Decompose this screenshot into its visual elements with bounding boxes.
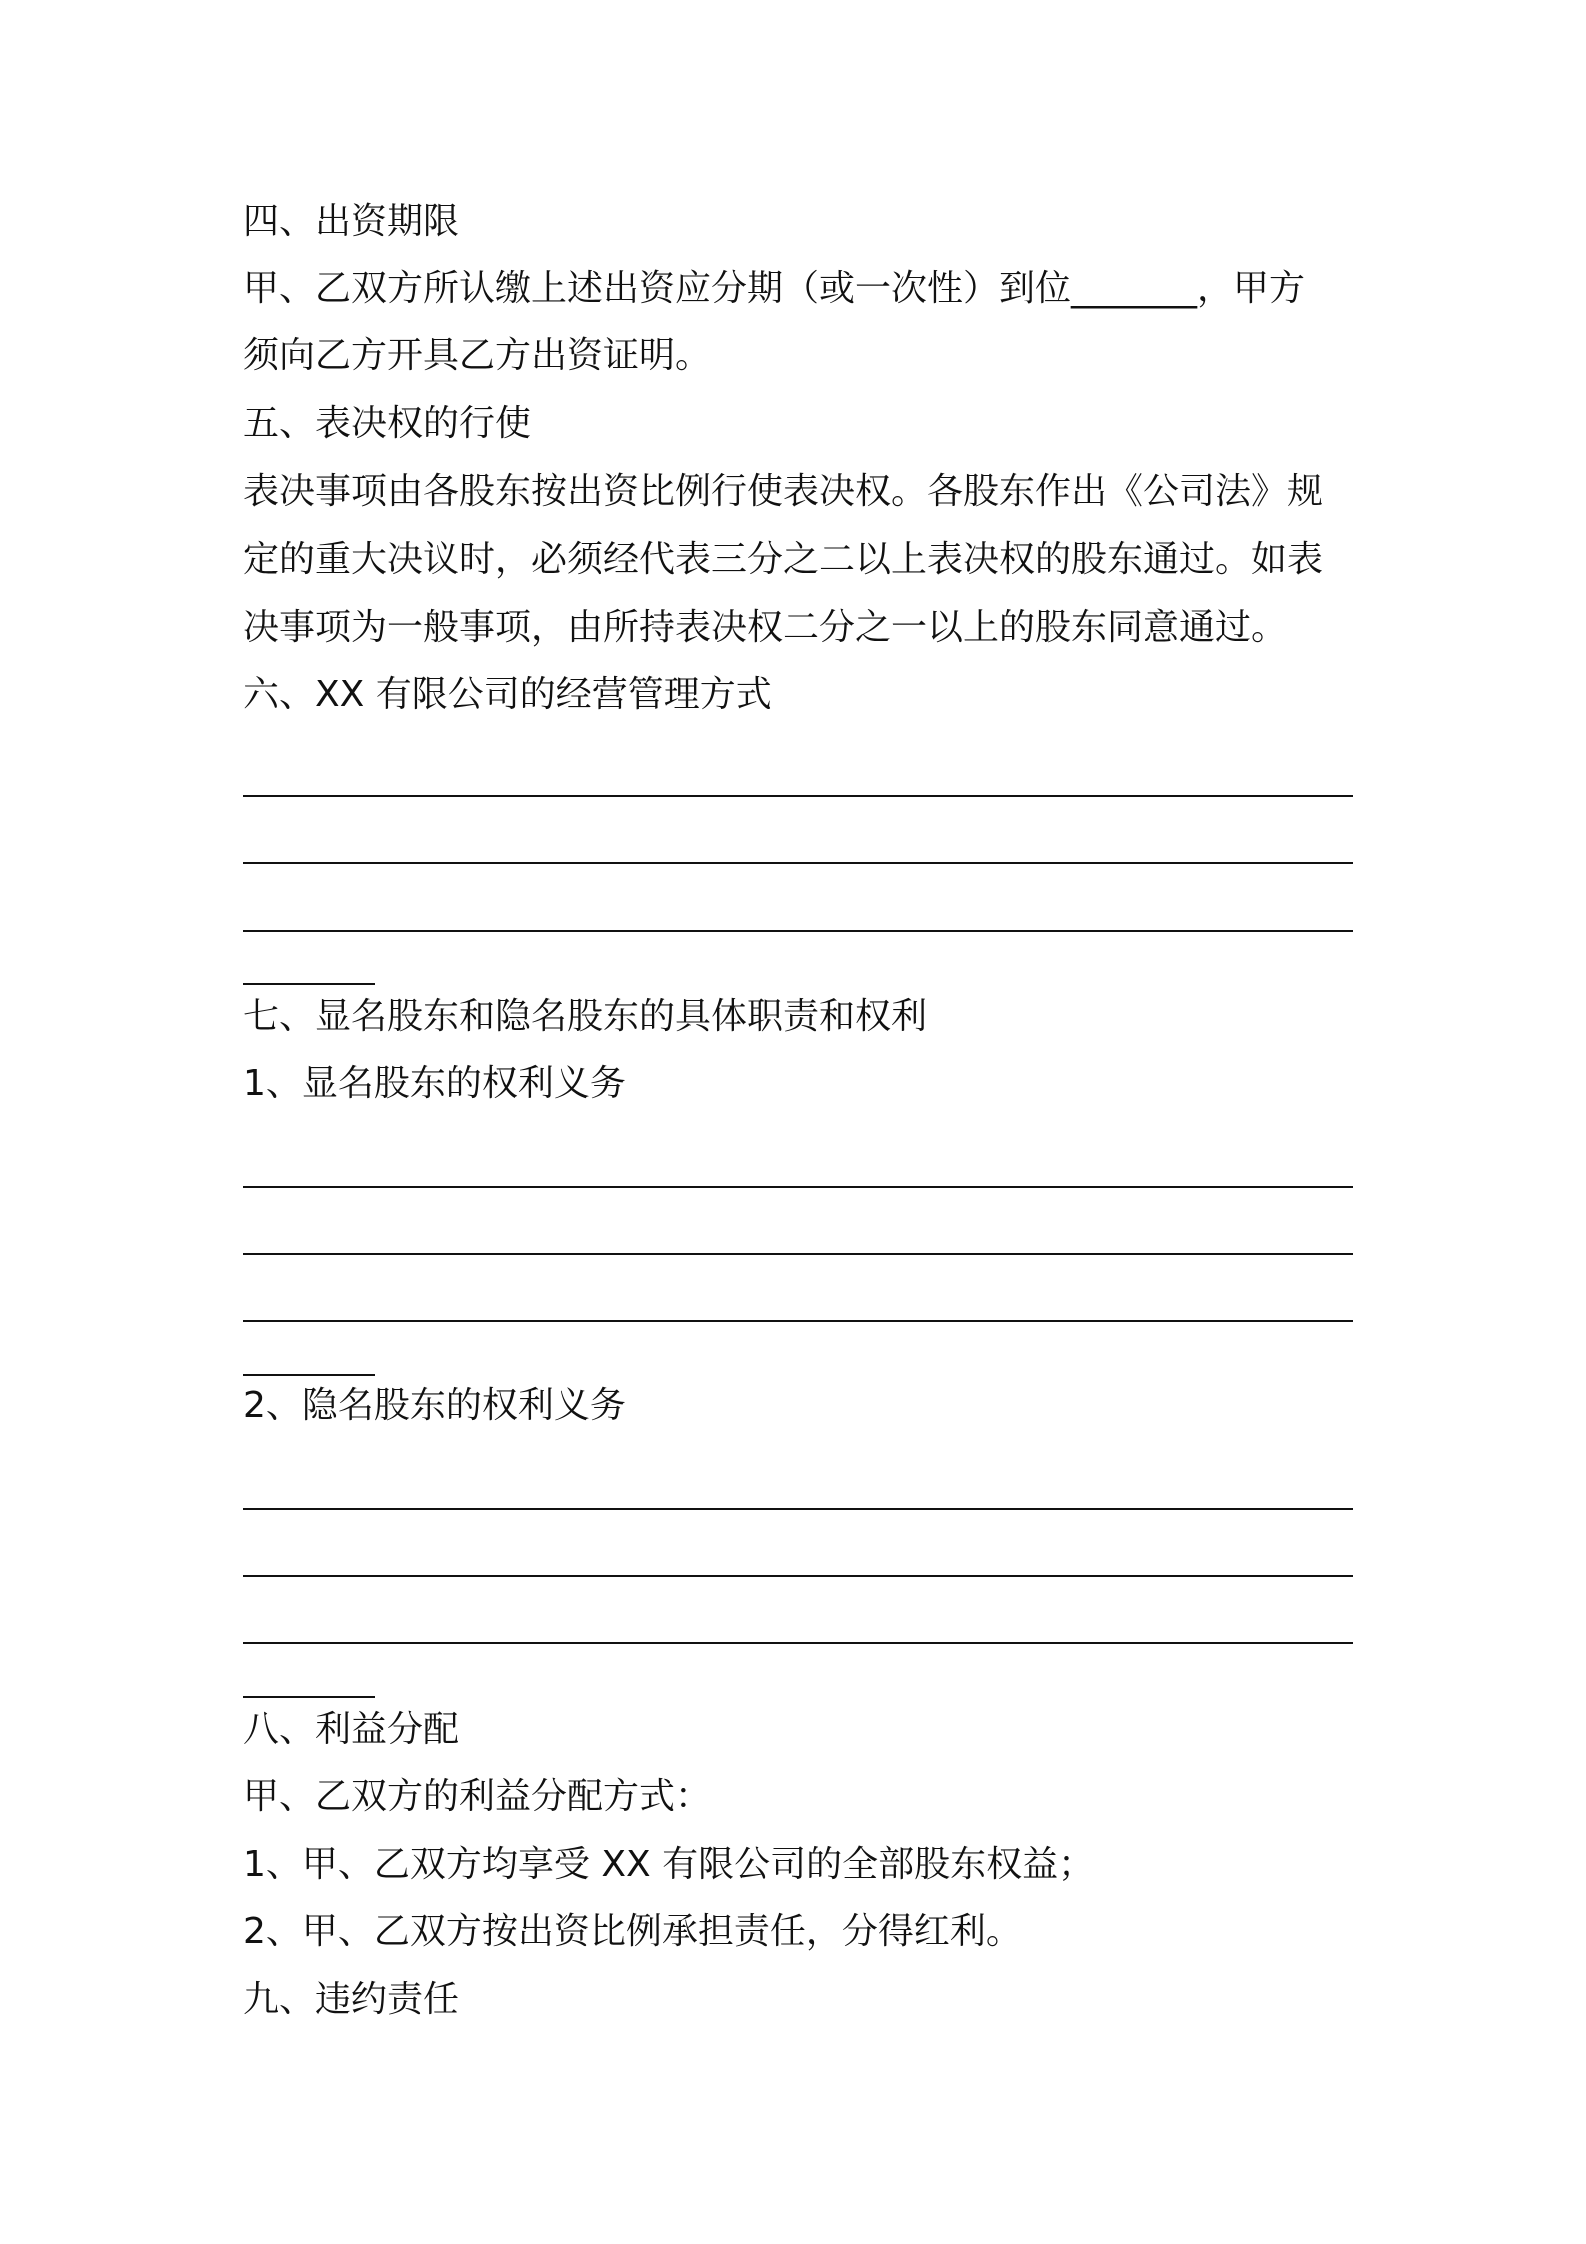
list-item: 2、甲、乙双方按出资比例承担责任，分得红利。 xyxy=(243,1911,1022,1952)
paragraph-line: 甲、乙双方所认缴上述出资应分期（或一次性）到位_______，甲方 xyxy=(243,268,1306,309)
paragraph-line: 定的重大决议时，必须经代表三分之二以上表决权的股东通过。如表 xyxy=(243,539,1324,580)
blank-fill-line xyxy=(243,795,1353,797)
blank-fill-line-short xyxy=(243,1374,375,1376)
blank-fill-line xyxy=(243,862,1353,864)
section-heading-6: 六、XX 有限公司的经营管理方式 xyxy=(243,674,772,715)
blank-fill-line-short xyxy=(243,983,375,985)
blank-fill-line xyxy=(243,1253,1353,1255)
blank-fill-line xyxy=(243,1575,1353,1577)
paragraph-line: 甲、乙双方的利益分配方式： xyxy=(243,1776,712,1817)
section-heading-7: 七、显名股东和隐名股东的具体职责和权利 xyxy=(243,996,928,1037)
subsection-heading: 2、隐名股东的权利义务 xyxy=(243,1385,626,1426)
paragraph-line: 须向乙方开具乙方出资证明。 xyxy=(243,335,712,376)
blank-fill-line xyxy=(243,1508,1353,1510)
paragraph-line: 决事项为一般事项，由所持表决权二分之一以上的股东同意通过。 xyxy=(243,607,1288,648)
blank-fill-line xyxy=(243,1320,1353,1322)
blank-fill-line xyxy=(243,930,1353,932)
paragraph-line: 表决事项由各股东按出资比例行使表决权。各股东作出《公司法》规 xyxy=(243,471,1324,512)
blank-fill-line-short xyxy=(243,1696,375,1698)
list-item: 1、甲、乙双方均享受 XX 有限公司的全部股东权益； xyxy=(243,1844,1095,1885)
section-heading-4: 四、出资期限 xyxy=(243,201,460,242)
subsection-heading: 1、显名股东的权利义务 xyxy=(243,1063,626,1104)
blank-fill-line xyxy=(243,1642,1353,1644)
section-heading-8: 八、利益分配 xyxy=(243,1709,460,1750)
blank-fill-line xyxy=(243,1186,1353,1188)
section-heading-5: 五、表决权的行使 xyxy=(243,403,532,444)
section-heading-9: 九、违约责任 xyxy=(243,1979,460,2020)
